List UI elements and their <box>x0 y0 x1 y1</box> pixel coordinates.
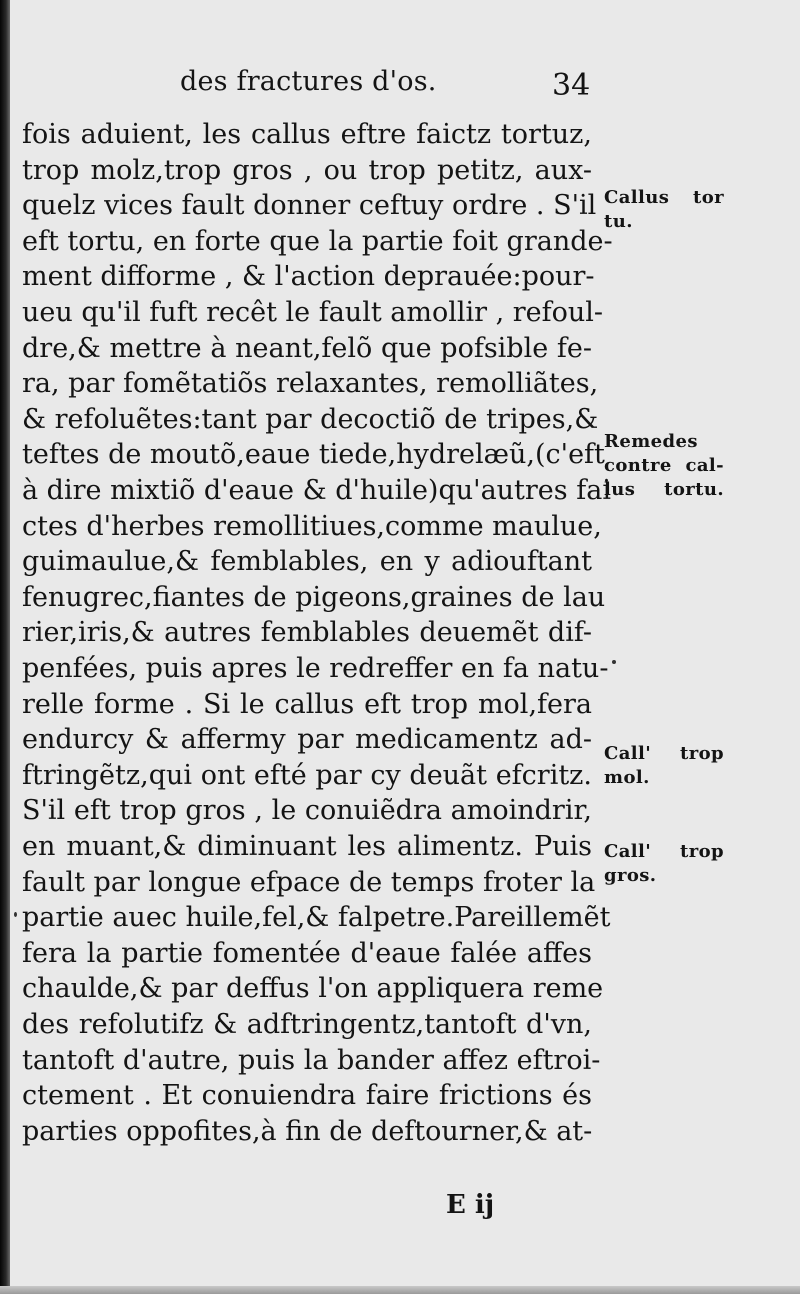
margin-note-remedes <box>604 430 724 502</box>
margin-note-line: Remedes <box>604 431 698 452</box>
margin-note-line: tu. <box>604 211 633 232</box>
text-line: partie auec huile,fel,& falpetre.Pareillemẽt <box>22 902 611 934</box>
signature-mark: E ij <box>446 1190 495 1220</box>
text-line: teftes de moutõ,eaue tiede,hydrelæũ,(c'eft <box>22 439 605 471</box>
text-line: & refoluẽtes:tant par decoctiõ de tripes,& <box>22 403 599 435</box>
margin-note-line: Call' trop <box>604 743 724 764</box>
text-line: tantoft d'autre, puis la bander affez eftroi- <box>22 1044 601 1076</box>
text-line: ueu qu'il fuft recêt le fault amollir , refoul- <box>22 297 604 328</box>
margin-note-line: mol. <box>604 767 650 788</box>
text-line: dre,& mettre à neant,felõ que pofsible fe- <box>22 332 592 364</box>
text-line: fois aduient, les callus eftre faictz tortuz, <box>22 119 592 150</box>
margin-note-line: Callus tor <box>604 187 724 208</box>
text-line: ftringẽtz,qui ont efté par cy deuãt efcritz. <box>22 759 592 791</box>
text-line: à dire mixtiõ d'eaue & d'huile)qu'autres fai <box>22 475 611 506</box>
page-number: 34 <box>552 68 591 103</box>
margin-note-callus-tortu <box>604 186 724 234</box>
margin-note-call-trop-mol <box>604 742 724 790</box>
text-line: chaulde,& par deffus l'on appliquera reme <box>22 973 604 1005</box>
text-line: fenugrec,fiantes de pigeons,graines de lau <box>22 581 606 613</box>
text-line: ctes d'herbes remollitiues,comme maulue, <box>22 510 602 542</box>
running-head: des fractures d'os. <box>180 66 437 97</box>
margin-note-line: Call' trop <box>604 841 724 862</box>
scan-edge-bottom <box>0 1286 800 1294</box>
text-line: S'il eft trop gros , le conuiẽdra amoindrir, <box>22 795 592 827</box>
margin-note-line: gros. <box>604 865 657 886</box>
text-line: des refolutifz & adftringentz,tantoft d'vn, <box>22 1009 592 1040</box>
text-line: fault par longue efpace de temps froter la <box>22 866 596 898</box>
text-line: parties oppofites,à fin de deftourner,& at- <box>22 1115 593 1147</box>
scan-edge-left <box>0 0 10 1294</box>
margin-note-call-trop-gros <box>604 840 724 888</box>
text-line: relle forme . Si le callus eft trop mol,fera <box>22 688 592 720</box>
text-line: ment difforme , & l'action deprauée:pour- <box>22 261 595 293</box>
ink-speck <box>14 912 17 917</box>
text-line: en muant,& diminuant les alimentz. Puis <box>22 831 592 862</box>
margin-note-line: lus tortu. <box>604 479 724 500</box>
text-line: guimaulue,& femblables, en y adiouftant <box>22 546 592 578</box>
text-line: ctement . Et conuiendra faire frictions és <box>22 1080 592 1112</box>
text-line: trop molz,trop gros , ou trop petitz, aux- <box>22 154 592 186</box>
text-line: ra, par fomẽtatiõs relaxantes, remolliãtes, <box>22 368 599 400</box>
text-line: eft tortu, en forte que la partie foit grande- <box>22 225 613 257</box>
text-line: penfées, puis apres le redreffer en fa natu- <box>22 653 609 684</box>
text-line: endurcy & affermy par medicamentz ad- <box>22 724 592 756</box>
margin-note-line: contre cal- <box>604 455 724 476</box>
text-line: fera la partie fomentée d'eaue falée affes <box>22 937 592 969</box>
text-line: rier,iris,& autres femblables deuemẽt dif- <box>22 617 592 649</box>
ink-speck <box>612 660 616 664</box>
text-line: quelz vices fault donner ceftuy ordre . S'il <box>22 190 597 222</box>
